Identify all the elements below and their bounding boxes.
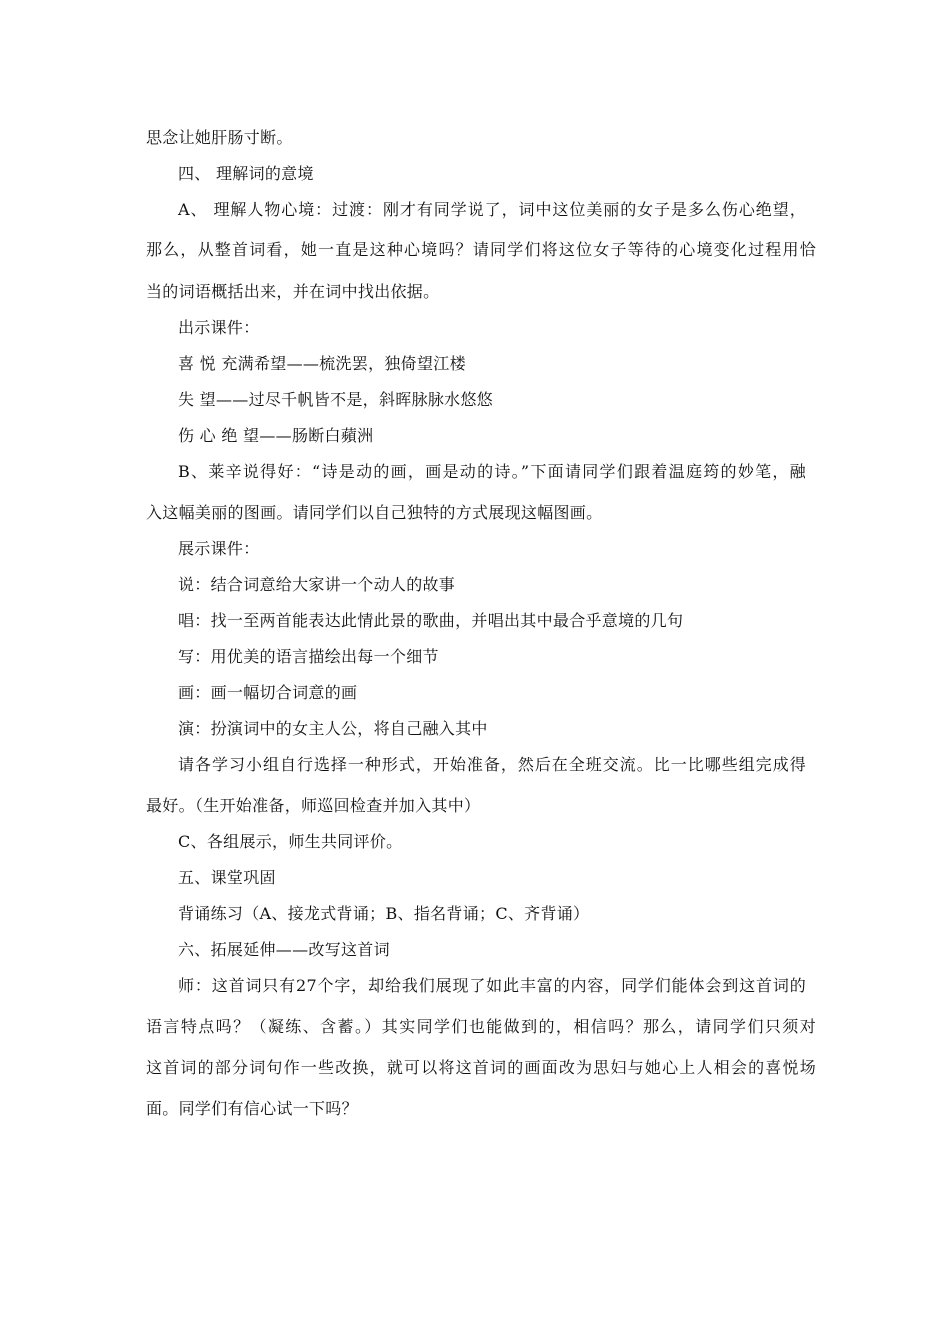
- list-item: 画：画一幅切合词意的画: [178, 683, 358, 702]
- paragraph-line: 出示课件：: [178, 318, 260, 337]
- list-item: 说：结合词意给大家讲一个动人的故事: [178, 575, 456, 594]
- list-item: 演：扮演词中的女主人公，将自己融入其中: [178, 719, 488, 738]
- paragraph-line: 当的词语概括出来，并在词中找出依据。: [146, 282, 440, 301]
- list-item: 写：用优美的语言描绘出每一个细节: [178, 647, 439, 666]
- paragraph-line: 面。同学们有信心试一下吗？: [146, 1099, 358, 1118]
- list-item: 失 望——过尽千帆皆不是，斜晖脉脉水悠悠: [178, 390, 494, 409]
- paragraph-line: 思念让她肝肠寸断。: [146, 128, 293, 147]
- paragraph-line: C、各组展示，师生共同评价。: [178, 832, 403, 851]
- paragraph-line: 展示课件：: [178, 539, 260, 558]
- paragraph-line: A、 理解人物心境：过渡：刚才有同学说了，词中这位美丽的女子是多么伤心绝望，: [178, 200, 806, 219]
- paragraph-line: 背诵练习（A、接龙式背诵；B、指名背诵；C、齐背诵）: [178, 904, 590, 923]
- list-item: 伤 心 绝 望——肠断白蘋洲: [178, 426, 374, 445]
- paragraph-line: 最好。（生开始准备，师巡回检查并加入其中）: [146, 796, 481, 815]
- paragraph-line: 这首词的部分词句作一些改换，就可以将这首词的画面改为思妇与她心上人相会的喜悦场: [146, 1058, 816, 1077]
- list-item: 喜 悦 充满希望——梳洗罢，独倚望江楼: [178, 354, 466, 373]
- section-heading: 五、课堂巩固: [178, 868, 276, 887]
- paragraph-line: 师：这首词只有27个字，却给我们展现了如此丰富的内容，同学们能体会到这首词的: [178, 976, 806, 995]
- paragraph-line: 语言特点吗？（凝练、含蓄。）其实同学们也能做到的，相信吗？那么，请同学们只须对: [146, 1017, 816, 1036]
- paragraph-line: B、莱辛说得好：“诗是动的画，画是动的诗。”下面请同学们跟着温庭筠的妙笔，融: [178, 462, 806, 481]
- section-heading: 六、拓展延伸——改写这首词: [178, 940, 390, 959]
- section-heading: 四、 理解词的意境: [178, 164, 314, 183]
- paragraph-line: 那么，从整首词看，她一直是这种心境吗？请同学们将这位女子等待的心境变化过程用恰: [146, 240, 816, 259]
- list-item: 唱：找一至两首能表达此情此景的歌曲，并唱出其中最合乎意境的几句: [178, 611, 684, 630]
- paragraph-line: 入这幅美丽的图画。请同学们以自己独特的方式展现这幅图画。: [146, 503, 603, 522]
- paragraph-line: 请各学习小组自行选择一种形式，开始准备，然后在全班交流。比一比哪些组完成得: [178, 755, 806, 774]
